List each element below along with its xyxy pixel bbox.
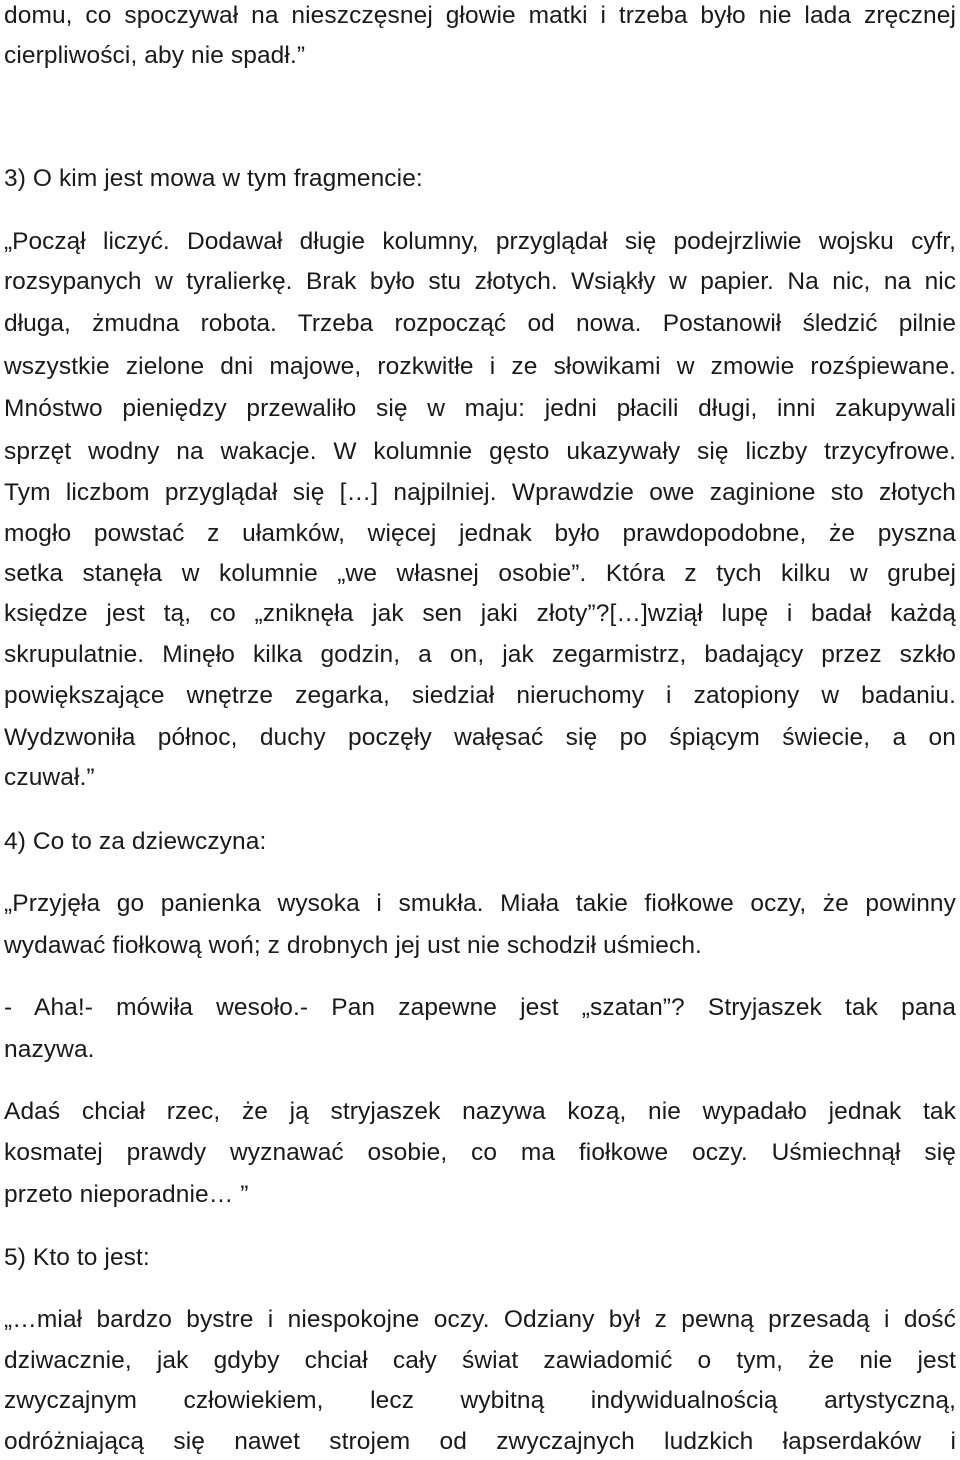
text-line: „…miał bardzo bystre i niespokojne oczy. Odziany był z pewną przesadą i dość	[4, 1306, 956, 1333]
text-line: cierpliwości, aby nie spadł.”	[4, 42, 306, 69]
text-line: setka stanęła w kolumnie „we własnej osobie”. Która z tych kilku w grubej	[4, 560, 956, 587]
text-line: odróżniającą się nawet strojem od zwyczajnych ludzkich łapserdaków i	[4, 1428, 956, 1455]
text-line: długa, żmudna robota. Trzeba rozpocząć od nowa. Postanowił śledzić pilnie	[4, 310, 956, 337]
text-line: Adaś chciał rzec, że ją stryjaszek nazywa kozą, nie wypadało jednak tak	[4, 1098, 956, 1125]
text-line: - Aha!- mówiła wesoło.- Pan zapewne jest „szatan”? Stryjaszek tak pana	[4, 994, 956, 1021]
text-line: czuwał.”	[4, 764, 95, 791]
question-heading: 5) Kto to jest:	[4, 1244, 150, 1271]
text-line: wydawać fiołkową woń; z drobnych jej ust nie schodził uśmiech.	[4, 932, 702, 959]
text-line: Mnóstwo pieniędzy przewaliło się w maju: jedni płacili długi, inni zakupywali	[4, 395, 956, 422]
question-heading: 4) Co to za dziewczyna:	[4, 828, 267, 855]
text-line: dziwacznie, jak gdyby chciał cały świat zawiadomić o tym, że nie jest	[4, 1347, 956, 1374]
text-line: wszystkie zielone dni majowe, rozkwitłe i ze słowikami w zmowie rozśpiewane.	[4, 353, 956, 380]
text-line: Tym liczbom przyglądał się […] najpilniej. Wprawdzie owe zaginione sto złotych	[4, 479, 956, 506]
question-heading: 3) O kim jest mowa w tym fragmencie:	[4, 165, 423, 192]
text-line: kosmatej prawdy wyznawać osobie, co ma fiołkowe oczy. Uśmiechnął się	[4, 1139, 956, 1166]
text-line: skrupulatnie. Minęło kilka godzin, a on, jak zegarmistrz, badający przez szkło	[4, 641, 956, 668]
text-line: „Począł liczyć. Dodawał długie kolumny, przyglądał się podejrzliwie wojsku cyfr,	[4, 228, 956, 255]
text-line: Wydzwoniła północ, duchy poczęły wałęsać się po śpiącym świecie, a on	[4, 724, 956, 751]
text-line: przeto nieporadnie… ”	[4, 1181, 249, 1208]
text-line: domu, co spoczywał na nieszczęsnej głowie matki i trzeba było nie lada zręcznej	[4, 2, 956, 29]
text-line: zwyczajnym człowiekiem, lecz wybitną indywidualnością artystyczną,	[4, 1387, 956, 1414]
text-line: nazywa.	[4, 1036, 95, 1063]
text-line: sprzęt wodny na wakacje. W kolumnie gęsto ukazywały się liczby trzycyfrowe.	[4, 438, 956, 465]
text-line: księdze jest tą, co „zniknęła jak sen jaki złoty”?[…]wziął lupę i badał każdą	[4, 600, 956, 627]
text-line: „Przyjęła go panienka wysoka i smukła. Miała takie fiołkowe oczy, że powinny	[4, 890, 956, 917]
text-line: mogło powstać z ułamków, więcej jednak było prawdopodobne, że pyszna	[4, 520, 956, 547]
text-line: powiększające wnętrze zegarka, siedział nieruchomy i zatopiony w badaniu.	[4, 682, 956, 709]
text-line: rozsypanych w tyralierkę. Brak było stu złotych. Wsiąkły w papier. Na nic, na nic	[4, 268, 956, 295]
